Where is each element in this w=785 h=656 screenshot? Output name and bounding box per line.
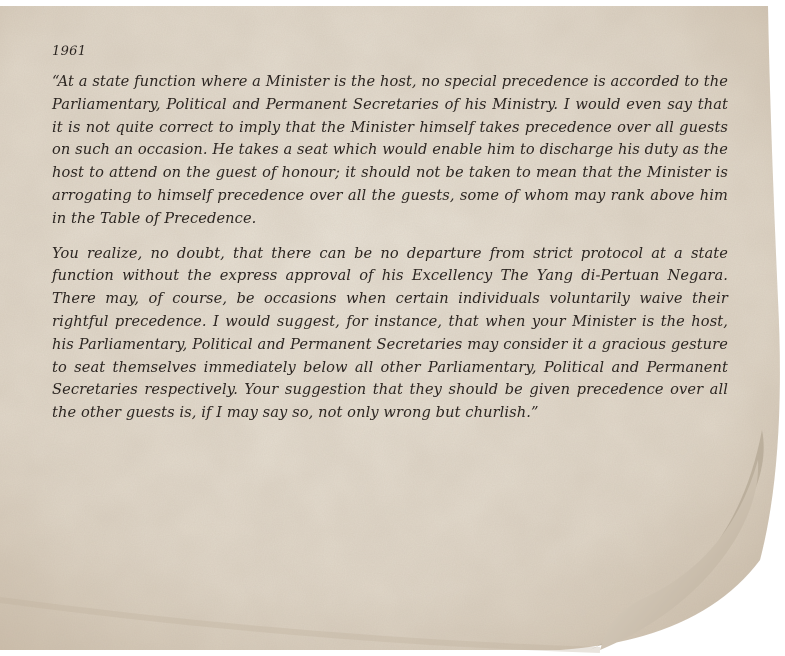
letter-text	[52, 44, 728, 437]
letter-paragraph-1: “At a state function where a Minister is the host, no special precedence is accorded to the Parliamentary, Political and Permanent Secretaries of his Ministry. I would even say that it is not quite correct to imply that the Minister himself takes precedence over all guests on such an occasion. He takes a seat which would enable him to discharge his duty as the host to attend on the guest of honour; it should not be taken to mean that the Minister is arrogating to himself precedence over all the guests, some of whom may rank above him in the Table of Precedence.	[52, 73, 728, 227]
letter-year: 1961	[52, 44, 87, 59]
letter-paragraph-2: You realize, no doubt, that there can be no departure from strict protocol at a state function without the express approval of his Excellency The Yang di-Pertuan Negara. There may, of course, be occasions when certain individuals voluntarily waive their rightful precedence. I would suggest, for instance, that when your Minister is the host, his Parliamentary, Political and Permanent Secretaries may consider it a gracious gesture to seat themselves immediately below all other Parliamentary, Political and Permanent Secretaries respectively. Your suggestion that they should be given precedence over all the other guests is, if I may say so, not only wrong but churlish.”	[52, 244, 728, 422]
